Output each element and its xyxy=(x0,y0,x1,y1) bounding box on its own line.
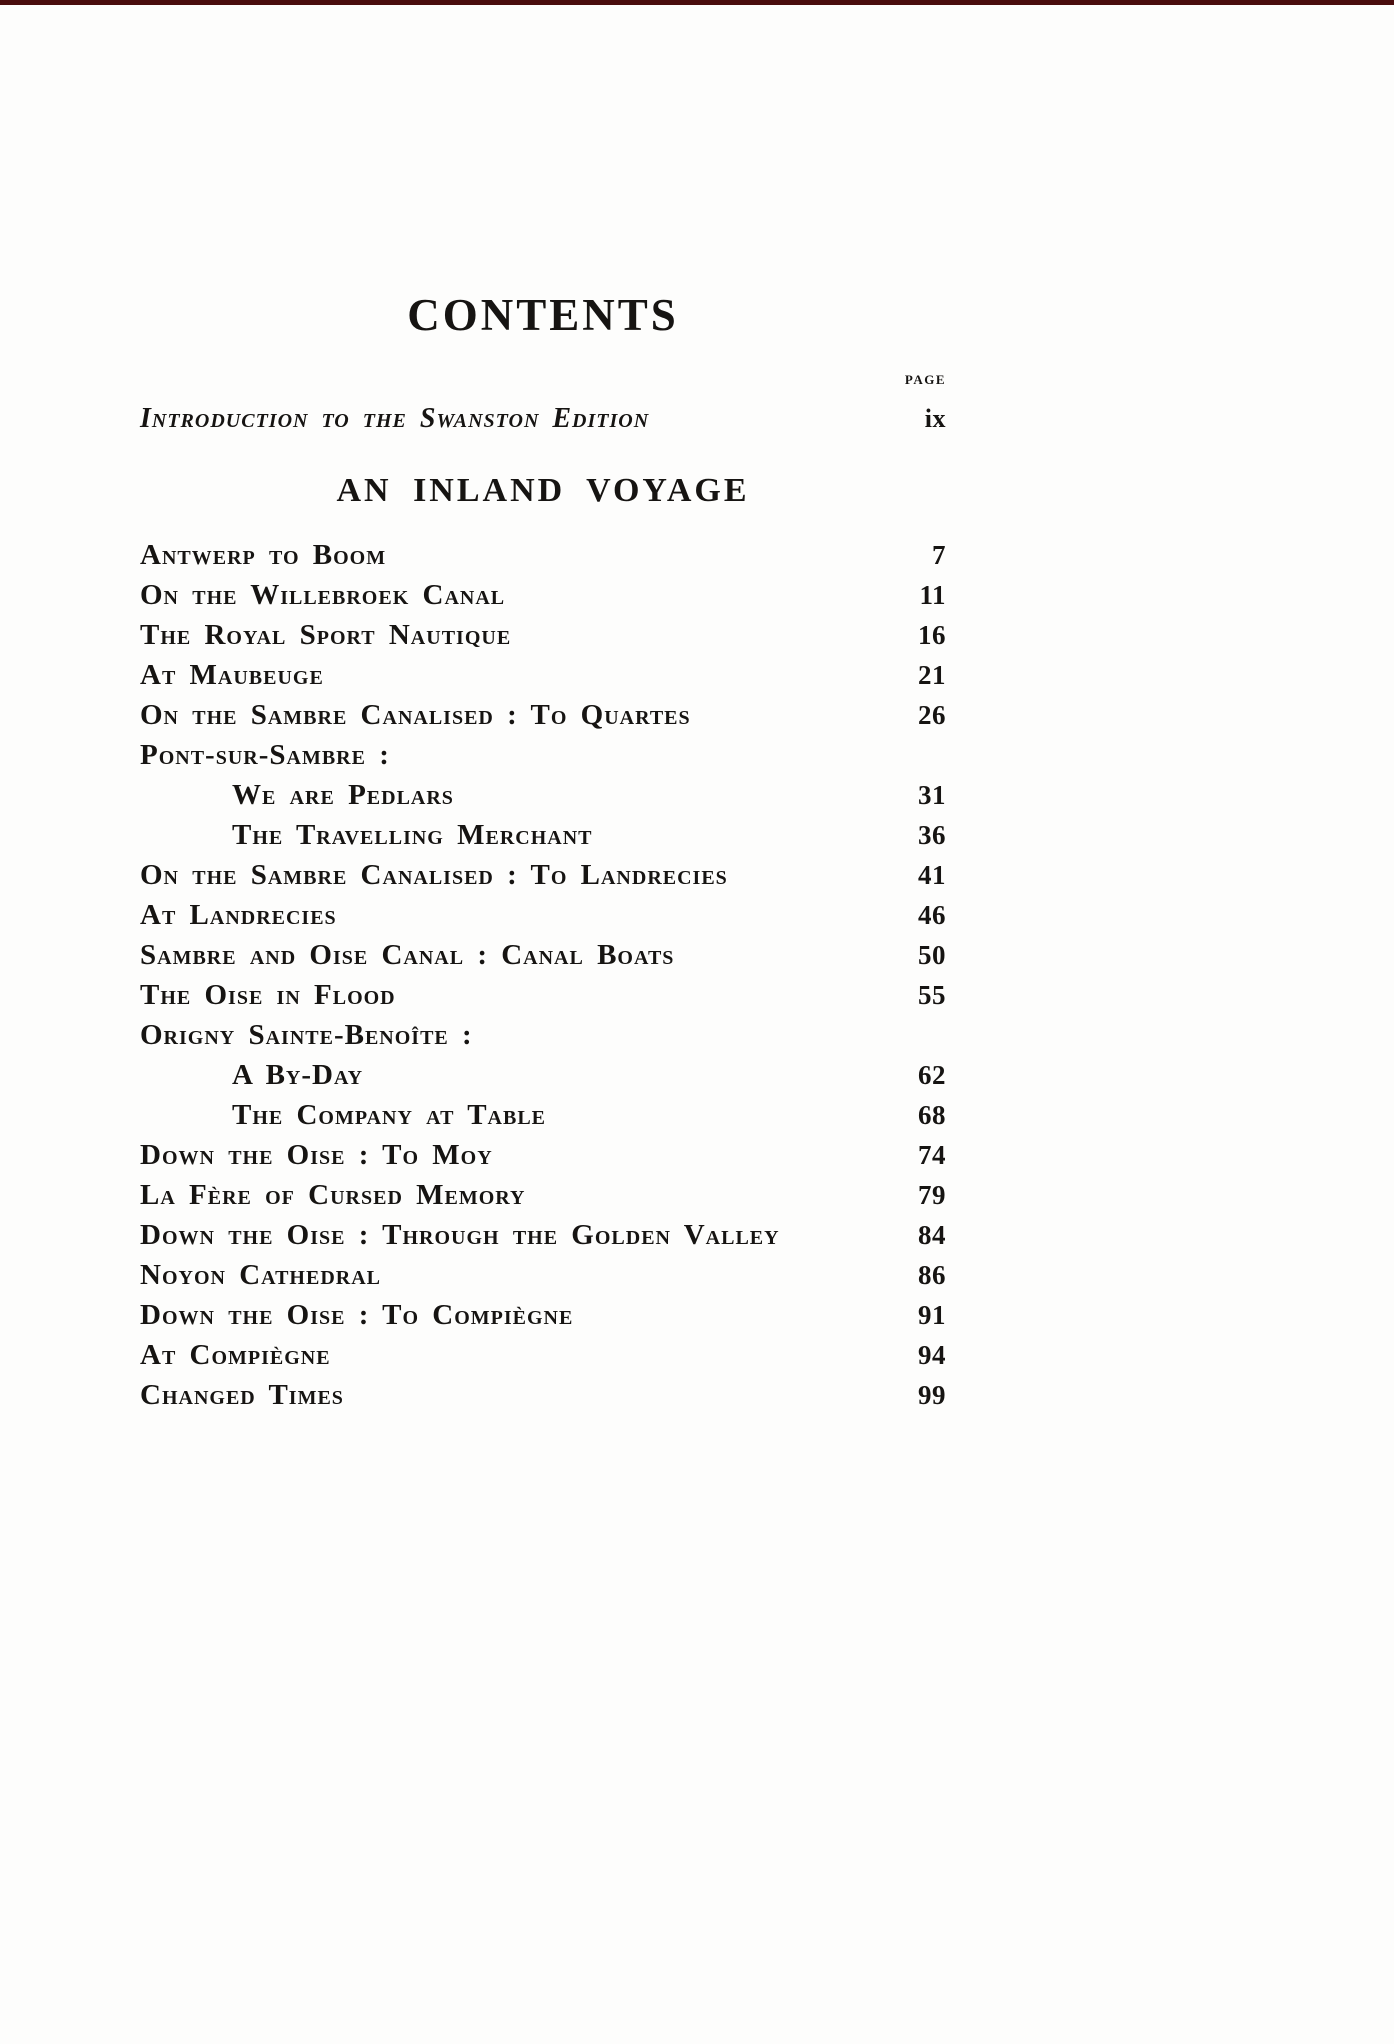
toc-entry-label: Sambre and Oise Canal : Canal Boats xyxy=(140,939,675,972)
toc-entry-page: 91 xyxy=(918,1300,946,1331)
toc-entry-page: 26 xyxy=(918,700,946,731)
toc-entry-label: Down the Oise : To Compiègne xyxy=(140,1299,574,1332)
section-title: AN INLAND VOYAGE xyxy=(336,472,750,509)
toc-entry-label: On the Sambre Canalised : To Landrecies xyxy=(140,859,728,892)
page-title: CONTENTS xyxy=(407,290,679,340)
intro-entry-label: Introduction to the Swanston Edition xyxy=(140,403,650,434)
toc-row xyxy=(140,655,946,695)
toc-row xyxy=(140,935,946,975)
toc-row xyxy=(140,855,946,895)
toc-entry-page: 16 xyxy=(918,620,946,651)
toc-row xyxy=(140,1135,946,1175)
toc-row xyxy=(140,1015,946,1055)
toc-row xyxy=(140,895,946,935)
toc-entry-label: The Travelling Merchant xyxy=(232,819,593,852)
toc-entry-page: 31 xyxy=(918,780,946,811)
toc-entry-page: 7 xyxy=(932,540,946,571)
toc-entry-page: 99 xyxy=(918,1380,946,1411)
toc-row xyxy=(140,735,946,775)
toc-entry-page: 55 xyxy=(918,980,946,1011)
toc-row xyxy=(140,1295,946,1335)
toc-row xyxy=(140,1375,946,1415)
toc-row xyxy=(140,535,946,575)
toc-entry-label: At Compiègne xyxy=(140,1339,331,1372)
scan-edge-artifact xyxy=(0,0,1394,5)
toc-row xyxy=(140,1215,946,1255)
toc-row xyxy=(140,1175,946,1215)
toc-row xyxy=(140,575,946,615)
toc-entry-page: 36 xyxy=(918,820,946,851)
toc-entry-page: 84 xyxy=(918,1220,946,1251)
toc-entry-page: 94 xyxy=(918,1340,946,1371)
toc-entry-label: Antwerp to Boom xyxy=(140,539,387,572)
toc-entry-label: On the Sambre Canalised : To Quartes xyxy=(140,699,691,732)
toc-entry-label: We are Pedlars xyxy=(232,779,454,812)
toc-row xyxy=(140,1095,946,1135)
toc-entry-page: 74 xyxy=(918,1140,946,1171)
toc-entry-label: At Maubeuge xyxy=(140,659,324,692)
toc-entry-page: 62 xyxy=(918,1060,946,1091)
intro-row xyxy=(140,398,946,440)
intro-entry-page: ix xyxy=(924,404,946,433)
page-column-label: PAGE xyxy=(904,372,946,387)
toc-entry-page: 21 xyxy=(918,660,946,691)
toc-entry-page: 68 xyxy=(918,1100,946,1131)
toc-entry-label: Noyon Cathedral xyxy=(140,1259,382,1292)
toc-row xyxy=(140,615,946,655)
toc-entry-label: A By-Day xyxy=(232,1059,364,1092)
toc-entry-label: The Royal Sport Nautique xyxy=(140,619,512,652)
toc-row xyxy=(140,695,946,735)
toc-entry-page: 11 xyxy=(919,580,946,611)
toc-entry-label: La Fère of Cursed Memory xyxy=(140,1179,526,1212)
toc-entry-label: The Oise in Flood xyxy=(140,979,396,1012)
toc-entry-page: 50 xyxy=(918,940,946,971)
toc-entry-label: At Landrecies xyxy=(140,899,337,932)
toc-list xyxy=(140,535,946,1415)
toc-entry-label: Changed Times xyxy=(140,1379,344,1412)
book-page-content xyxy=(140,290,946,1415)
toc-row xyxy=(140,815,946,855)
toc-entry-page: 86 xyxy=(918,1260,946,1291)
toc-entry-page: 79 xyxy=(918,1180,946,1211)
toc-entry-label: Pont-sur-Sambre : xyxy=(140,739,390,772)
toc-entry-label: Down the Oise : Through the Golden Valley xyxy=(140,1219,780,1252)
toc-row xyxy=(140,775,946,815)
toc-entry-page: 46 xyxy=(918,900,946,931)
toc-entry-label: The Company at Table xyxy=(232,1099,547,1132)
toc-entry-label: Down the Oise : To Moy xyxy=(140,1139,493,1172)
toc-entry-label: On the Willebroek Canal xyxy=(140,579,506,612)
toc-row xyxy=(140,1255,946,1295)
toc-entry-page: 41 xyxy=(918,860,946,891)
toc-row xyxy=(140,1335,946,1375)
toc-entry-label: Origny Sainte-Benoîte : xyxy=(140,1019,473,1052)
toc-row xyxy=(140,975,946,1015)
toc-row xyxy=(140,1055,946,1095)
